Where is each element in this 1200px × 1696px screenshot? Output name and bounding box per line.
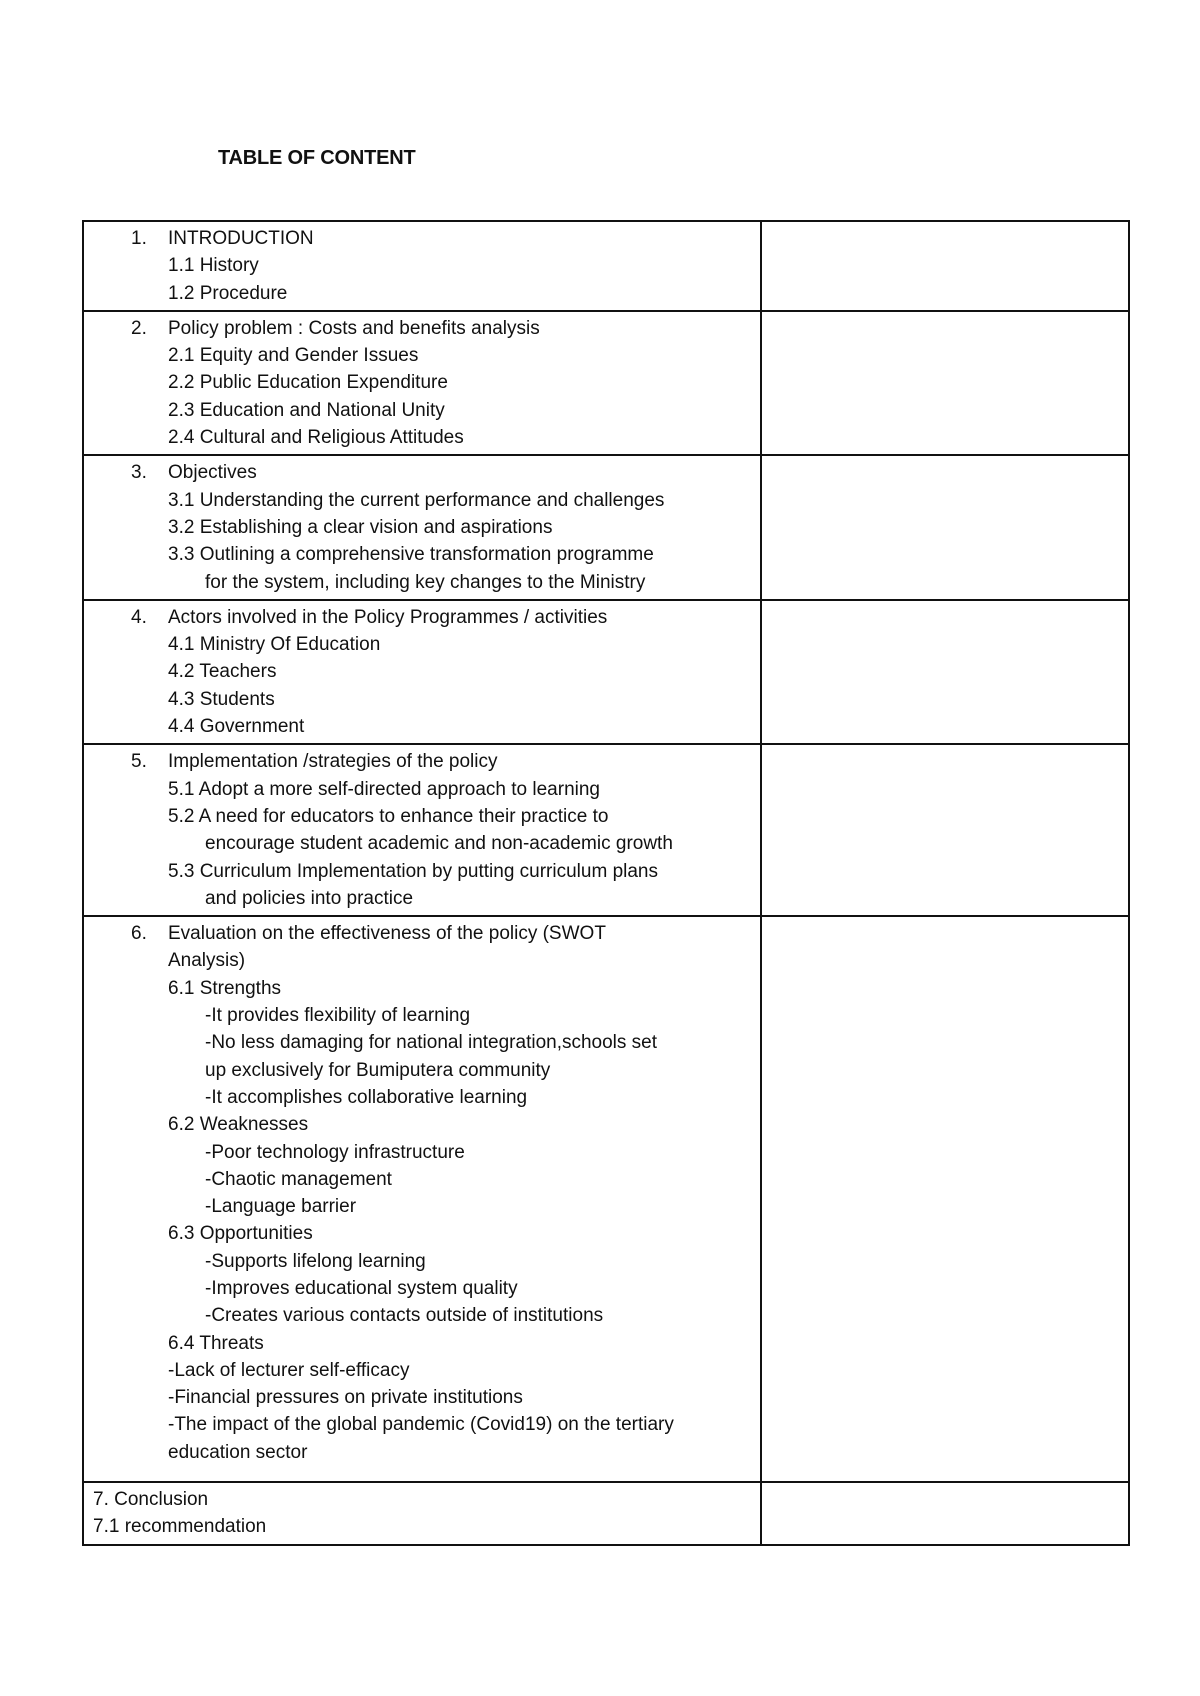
section-title-continuation: Analysis) [168, 950, 246, 972]
swot-point: -Chaotic management [205, 1168, 392, 1190]
subsection-item: 3.1 Understanding the current performance and challenges [168, 489, 665, 511]
section-title: Actors involved in the Policy Programmes / activities [168, 606, 608, 628]
section-heading [84, 225, 760, 252]
toc-page-cell [761, 221, 1129, 311]
section-heading [84, 604, 760, 631]
subsection-continuation: for the system, including key changes to the Ministry [205, 571, 646, 593]
swot-point: -No less damaging for national integration,schools set [205, 1032, 658, 1054]
swot-point: education sector [168, 1441, 308, 1463]
swot-point: -The impact of the global pandemic (Covid19) on the tertiary [168, 1414, 674, 1436]
section-title: Implementation /strategies of the policy [168, 751, 498, 773]
subsection-item: 5.1 Adopt a more self-directed approach to learning [168, 778, 600, 800]
subsection-item: 4.1 Ministry Of Education [168, 634, 381, 656]
toc-row-introduction [83, 221, 1129, 311]
subsection-continuation: encourage student academic and non-academic growth [205, 833, 673, 855]
subsection-item: 2.2 Public Education Expenditure [168, 372, 448, 394]
section-title: Evaluation on the effectiveness of the policy (SWOT [168, 923, 606, 945]
table-of-contents [82, 220, 1130, 1546]
subsection-item: 1.1 History [168, 255, 259, 277]
toc-page-cell [761, 744, 1129, 916]
toc-section-cell [83, 916, 761, 1482]
toc-page-cell [761, 311, 1129, 455]
swot-point: -Creates various contacts outside of institutions [205, 1305, 604, 1327]
section-number: 1. [131, 228, 147, 249]
toc-section-cell [83, 221, 761, 311]
subsection-item-strengths: 6.1 Strengths [168, 977, 282, 999]
subsection-item: 2.3 Education and National Unity [168, 399, 445, 421]
toc-section-cell [83, 311, 761, 455]
section-heading [84, 315, 760, 342]
subsection-item: 2.1 Equity and Gender Issues [168, 345, 419, 367]
subsection-item: 7.1 recommendation [93, 1516, 267, 1538]
subsection-item: 3.2 Establishing a clear vision and aspirations [168, 516, 553, 538]
section-heading [84, 748, 760, 775]
toc-section-cell [83, 744, 761, 916]
swot-point: -Improves educational system quality [205, 1277, 518, 1299]
section-title: INTRODUCTION [168, 228, 314, 249]
subsection-item: 1.2 Procedure [168, 282, 288, 304]
subsection-item: 2.4 Cultural and Religious Attitudes [168, 427, 464, 449]
subsection-item: 4.3 Students [168, 688, 275, 710]
subsection-item-weaknesses: 6.2 Weaknesses [168, 1114, 309, 1136]
subsection-continuation: and policies into practice [205, 887, 414, 909]
toc-section-cell [83, 1482, 761, 1545]
swot-point: -Supports lifelong learning [205, 1250, 426, 1272]
swot-point: -Language barrier [205, 1196, 357, 1218]
page-title: TABLE OF CONTENT [218, 147, 416, 169]
section-heading [84, 920, 760, 947]
section-number: 3. [131, 462, 147, 484]
toc-page-cell [761, 600, 1129, 744]
toc-page-cell [761, 455, 1129, 599]
subsection-item: 4.4 Government [168, 716, 305, 738]
toc-row-conclusion [83, 1482, 1129, 1545]
section-number: 4. [131, 606, 147, 628]
toc-row-objectives [83, 455, 1129, 599]
subsection-item-opportunities: 6.3 Opportunities [168, 1223, 313, 1245]
section-heading [84, 459, 760, 486]
swot-point: -Poor technology infrastructure [205, 1141, 465, 1163]
toc-section-cell [83, 600, 761, 744]
subsection-item-threats: 6.4 Threats [168, 1332, 264, 1354]
subsection-item: 4.2 Teachers [168, 661, 277, 683]
toc-row-policy-problem [83, 311, 1129, 455]
subsection-item: 5.3 Curriculum Implementation by putting curriculum plans [168, 860, 658, 882]
toc-page-cell [761, 916, 1129, 1482]
cell-bottom-spacing [84, 1466, 760, 1478]
toc-row-evaluation [83, 916, 1129, 1482]
subsection-item: 5.2 A need for educators to enhance their practice to [168, 805, 609, 827]
swot-point: -Financial pressures on private institutions [168, 1387, 523, 1409]
swot-point: -It accomplishes collaborative learning [205, 1086, 528, 1108]
toc-row-implementation [83, 744, 1129, 916]
swot-point: up exclusively for Bumiputera community [205, 1059, 551, 1081]
toc-page-cell [761, 1482, 1129, 1545]
section-number: 6. [131, 923, 147, 945]
section-heading: 7. Conclusion [93, 1489, 209, 1511]
section-number: 2. [131, 317, 147, 339]
swot-point: -Lack of lecturer self-efficacy [168, 1359, 410, 1381]
toc-row-actors [83, 600, 1129, 744]
section-number: 5. [131, 751, 147, 773]
toc-section-cell [83, 455, 761, 599]
section-title: Objectives [168, 462, 257, 484]
subsection-item: 3.3 Outlining a comprehensive transformation programme [168, 544, 654, 566]
swot-point: -It provides flexibility of learning [205, 1005, 471, 1027]
section-title: Policy problem : Costs and benefits analysis [168, 317, 540, 339]
